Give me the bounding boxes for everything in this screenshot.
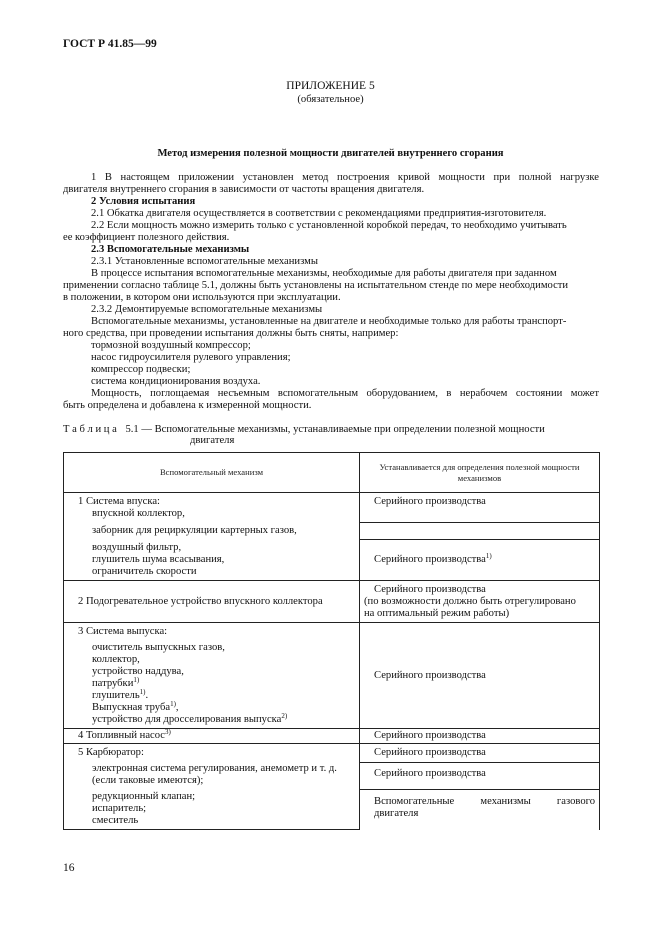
electronic-control-system: электронная система регулирования, анемометр и т. д. <box>92 763 337 774</box>
list-item: компрессор подвески; <box>91 364 191 375</box>
table-cell-empty <box>360 522 600 539</box>
paragraph-c-line-1: Мощность, поглощаемая несъемным вспомогательным оборудованием, в нерабочем состоянии может <box>91 388 599 399</box>
table-caption-text: 5.1 — Вспомогательные механизмы, устанавливаемые при определении полезной мощности <box>125 424 545 435</box>
paragraph-b-line-1: Вспомогательные механизмы, установленные на двигателе и необходимые только для работы транспорт- <box>91 316 567 327</box>
table-caption <box>63 424 545 437</box>
intake-manifold: впускной коллектор, <box>92 508 185 519</box>
paragraph-a-line-3: в положении, в котором они используются при эксплуатации. <box>63 292 341 303</box>
crankcase-gas-intake: заборник для рециркуляции картерных газов, <box>64 522 360 539</box>
auxiliary-mechanisms-table <box>63 452 600 830</box>
list-item: система кондиционирования воздуха. <box>91 376 261 387</box>
paragraph-c-line-2: быть определена и добавлена к измеренной мощности. <box>63 400 312 411</box>
intake-silencer: глушитель шума всасывания, <box>92 554 225 565</box>
paragraph-b-line-2: ного средства, при проведении испытания должны быть сняты, например: <box>63 328 399 339</box>
table-header-installed: Устанавливается для определения полезной мощности механизмов <box>360 453 600 493</box>
page-number: 16 <box>63 862 75 874</box>
exhaust-tailpipe: Выпускная труба$^{1)}$, <box>92 700 179 713</box>
speed-limiter: ограничитель скорости <box>92 566 197 577</box>
section-2-3-heading: 2.3 Вспомогательные механизмы <box>91 244 250 255</box>
exhaust-throttle-device: устройство для дросселирования выпуска$^{2)}$ <box>92 712 288 725</box>
table-row <box>64 539 360 581</box>
intake-heater: 2 Подогревательное устройство впускного коллектора <box>78 596 323 607</box>
air-filter: воздушный фильтр, <box>92 542 182 553</box>
table-row <box>64 623 360 729</box>
section-2-3-2: 2.3.2 Демонтируемые вспомогательные механизмы <box>91 304 323 315</box>
mixer: смеситель <box>92 815 139 826</box>
doc-code: ГОСТ Р 41.85—99 <box>63 38 157 50</box>
table-row <box>64 493 360 523</box>
table-cell-value: Серийного производства$^{1)}$ <box>360 539 600 581</box>
paragraph-a-line-2: применении согласно таблице 5.1, должны быть установлены на испытательном стенде по мере необходимости <box>63 280 569 291</box>
table-row <box>64 789 360 830</box>
section-2-2-line-1: 2.2 Если мощность можно измерить только с установленной коробкой передач, то необходимо учитывать <box>91 220 567 231</box>
table-cell-value: Вспомогательные механизмы газового двигателя <box>360 789 600 830</box>
paragraph-a-line-1: В процессе испытания вспомогательные механизмы, необходимые для работы двигателя при заданном <box>91 268 557 279</box>
vaporizer: испаритель; <box>92 803 147 814</box>
exhaust-silencer: глушитель$^{1)}$. <box>92 688 149 701</box>
section-2-3-1: 2.3.1 Установленные вспомогательные механизмы <box>91 256 318 267</box>
table-cell-value: Серийного производства (по возможности должно быть отрегулировано на оптимальный режим работы) <box>360 581 600 623</box>
fuel-pump: 4 Топливный насос <box>78 730 165 741</box>
exhaust-gas-cleaner: очиститель выпускных газов, <box>92 642 225 653</box>
table-row <box>64 581 360 623</box>
paragraph-1-line-2: двигателя внутреннего сгорания в зависимости от частоты вращения двигателя. <box>63 184 425 195</box>
paragraph-1-line-1: 1 В настоящем приложении установлен метод построения кривой мощности при полной нагрузке <box>91 172 599 183</box>
list-item: тормозной воздушный компрессор; <box>91 340 251 351</box>
table-cell-value: Серийного производства Серийного производства <box>360 744 600 790</box>
table-row <box>64 744 360 790</box>
list-item: насос гидроусилителя рулевого управления; <box>91 352 291 363</box>
annex-title: ПРИЛОЖЕНИЕ 5 <box>286 80 375 92</box>
section-2-1: 2.1 Обкатка двигателя осуществляется в соответствии с рекомендациями предприятия-изготовителя. <box>91 208 547 219</box>
intake-system-title: 1 Система впуска: <box>78 496 160 507</box>
carburetor-title: 5 Карбюратор: <box>78 747 144 758</box>
table-cell-value: Серийного производства <box>360 623 600 729</box>
table-header-mechanism: Вспомогательный механизм <box>64 453 360 493</box>
reducing-valve: редукционный клапан; <box>92 791 196 802</box>
table-row: 4 Топливный насос$^{3)}$ <box>64 729 360 744</box>
exhaust-system-title: 3 Система выпуска: <box>78 626 168 637</box>
supercharger: устройство наддува, <box>92 666 184 677</box>
section-2-2-line-2: ее коэффициент полезного действия. <box>63 232 230 243</box>
table-caption-line-2: двигателя <box>190 435 235 446</box>
table-cell-value: Серийного производства <box>360 729 600 744</box>
exhaust-pipes: патрубки$^{1)}$ <box>92 676 140 689</box>
method-title: Метод измерения полезной мощности двигателей внутреннего сгорания <box>157 148 504 159</box>
electronic-control-note: (если таковые имеются); <box>92 775 204 786</box>
table-cell-value: Серийного производства <box>360 493 600 523</box>
annex-status: (обязательное) <box>297 94 364 105</box>
exhaust-collector: коллектор, <box>92 654 140 665</box>
section-2-heading: 2 Условия испытания <box>91 196 196 207</box>
table-caption-label: Т а б л и ц а <box>63 424 117 435</box>
